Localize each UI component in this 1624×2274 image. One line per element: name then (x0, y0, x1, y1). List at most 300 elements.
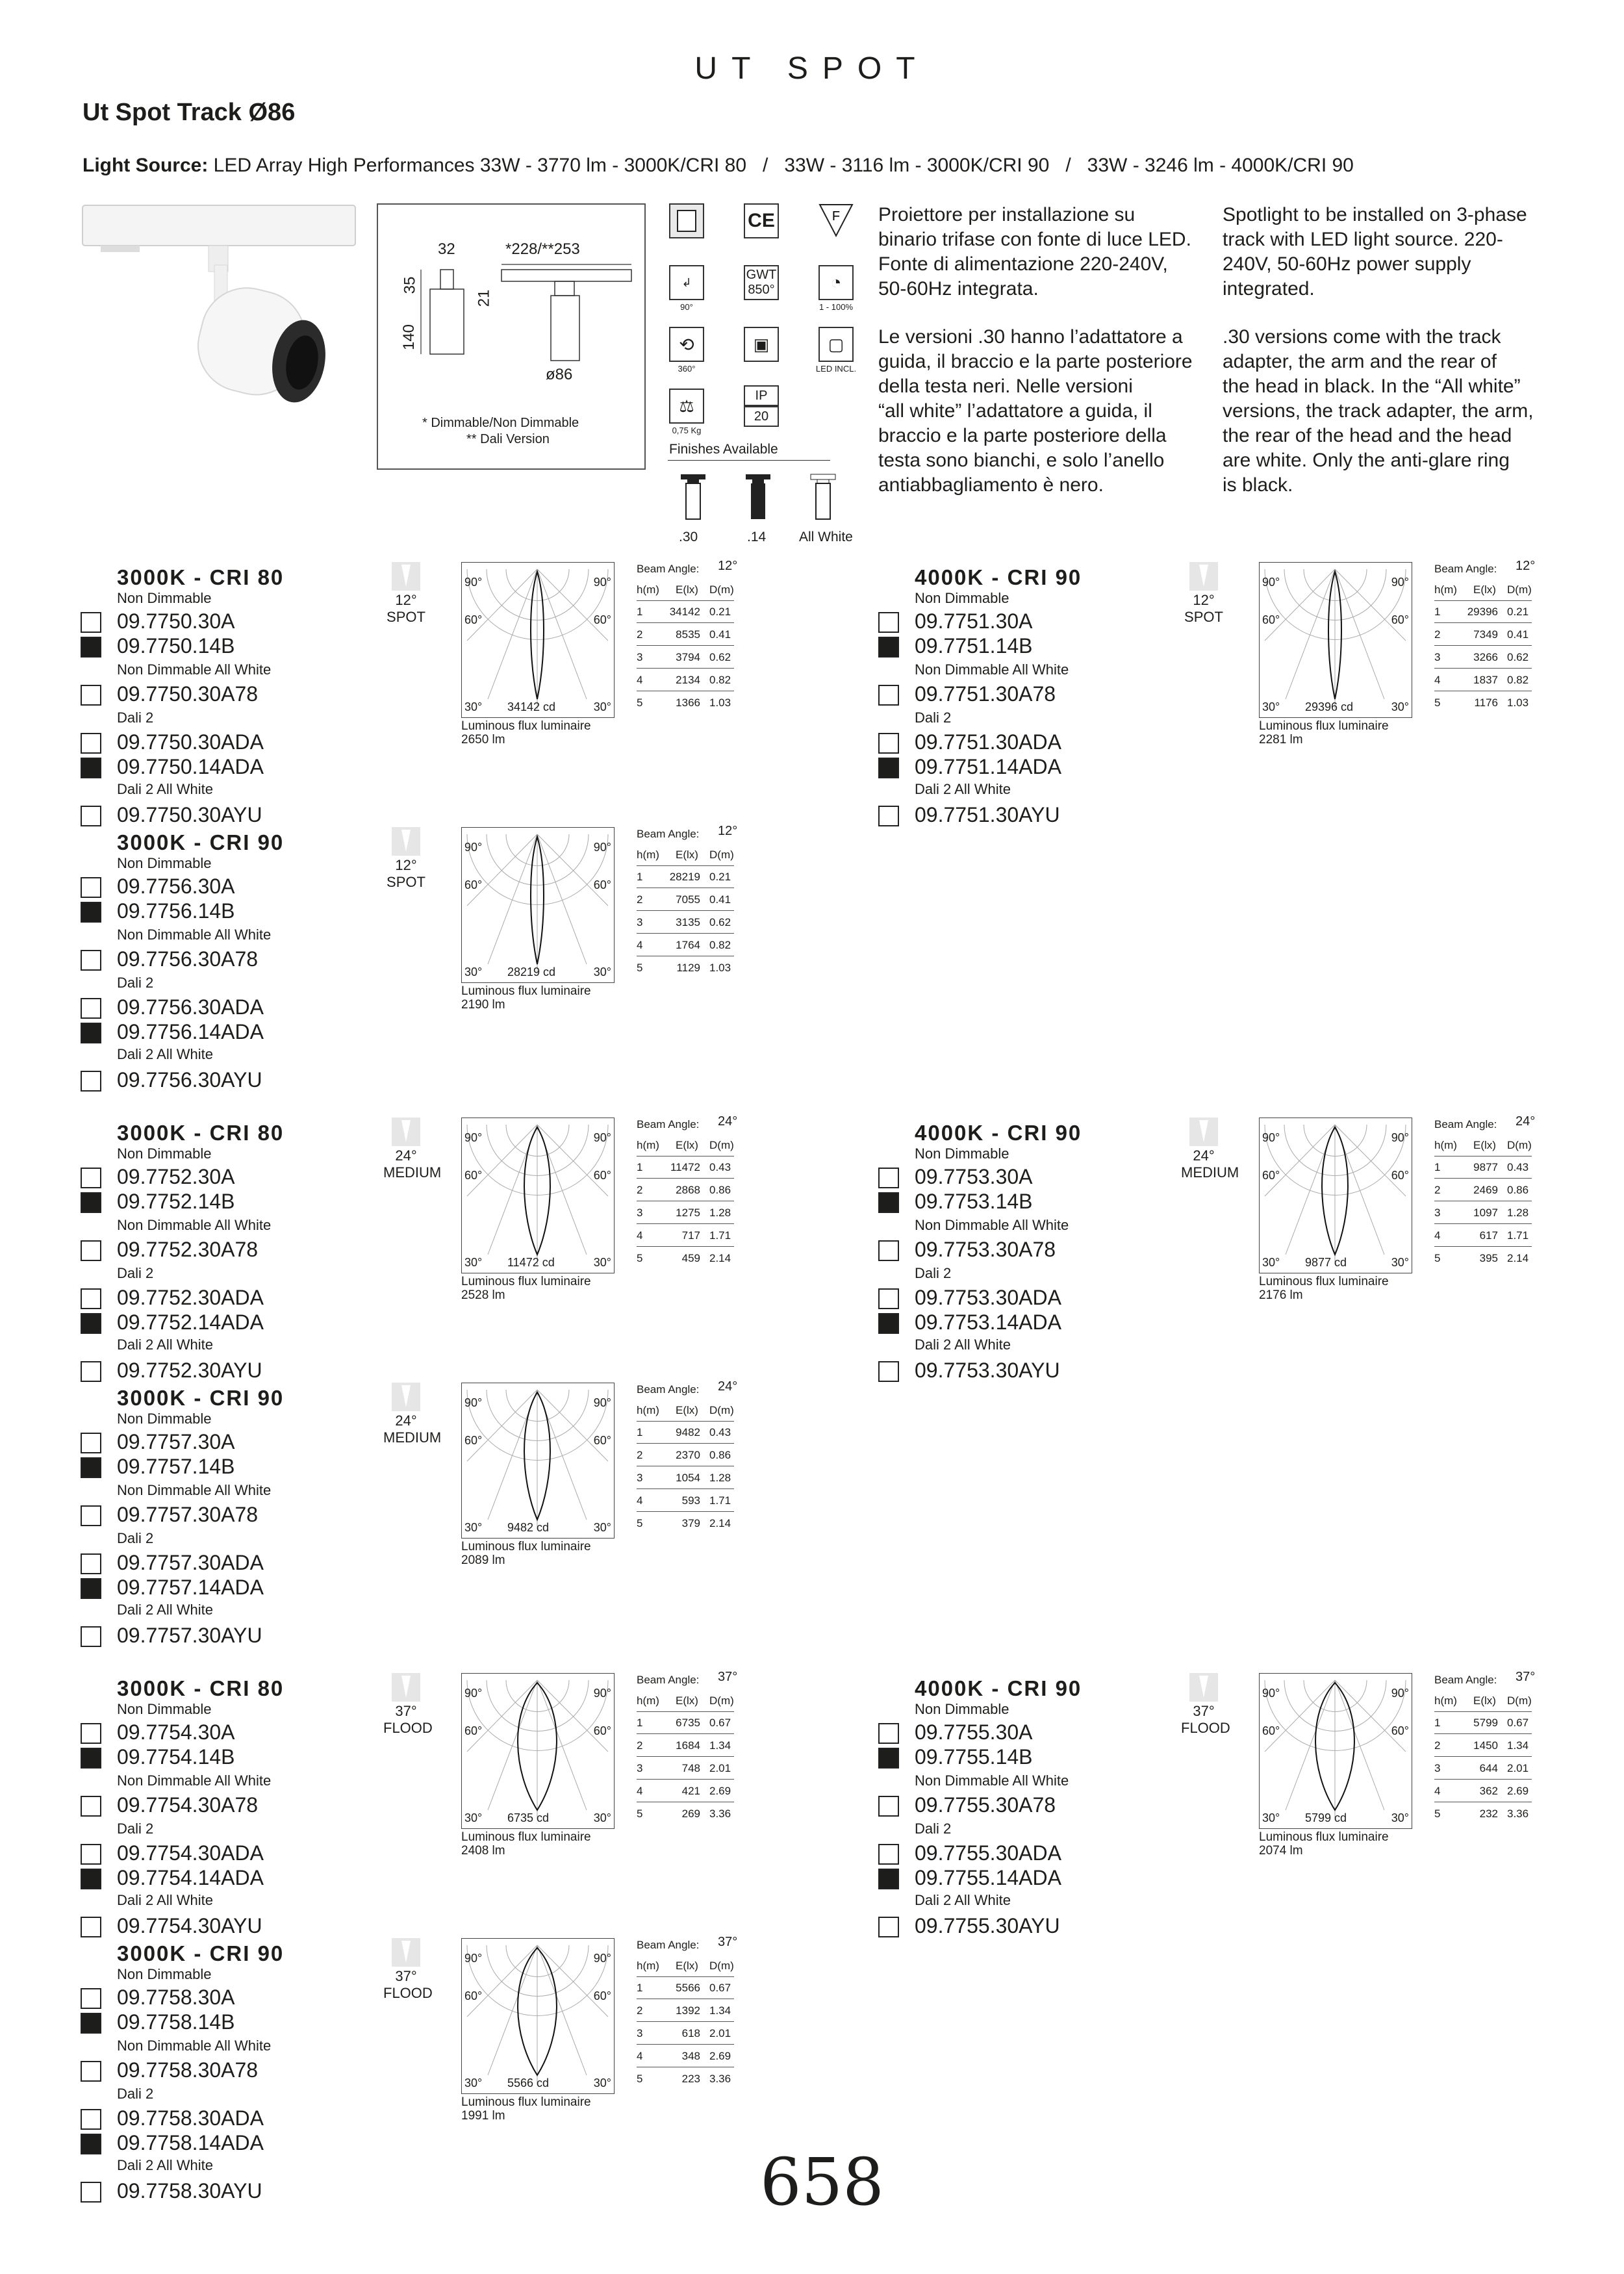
cell-d: 3.36 (709, 1808, 731, 1820)
finish-checkbox[interactable] (878, 1192, 899, 1213)
variant-label: Non Dimmable (915, 590, 1009, 606)
polar-label-30-left: 30° (464, 1521, 483, 1534)
flux-value: 2089 lm (461, 1553, 505, 1567)
beam-type: FLOOD (383, 1720, 433, 1736)
dim-228: *228/**253 (505, 240, 580, 258)
cell-h: 2 (1434, 628, 1441, 641)
variant-label: Dali 2 (117, 1530, 154, 1546)
polar-diagram (461, 1673, 615, 1829)
variant-label: Dali 2 All White (117, 1046, 213, 1062)
beam-angle: 12° (395, 857, 417, 873)
polar-label-60-right: 60° (593, 613, 611, 626)
finish-checkbox[interactable] (81, 637, 101, 658)
cell-h: 1 (1434, 606, 1441, 618)
beam-angle-label: Beam Angle: (637, 1939, 700, 1951)
table-row (1434, 1757, 1532, 1780)
cell-e: 2469 (1473, 1184, 1498, 1196)
cell-e: 5799 (1473, 1717, 1498, 1729)
table-row (1434, 600, 1532, 623)
finish-checkbox[interactable] (81, 1553, 101, 1574)
variant-label: Dali 2 (117, 975, 154, 991)
dim-140: 140 (400, 324, 418, 351)
table-row (1434, 1224, 1532, 1247)
product-code: 09.7750.30A78 (117, 682, 259, 706)
cell-e: 1176 (1474, 696, 1498, 709)
finish-checkbox[interactable] (81, 998, 101, 1019)
col-h: h(m) (637, 1960, 659, 1972)
cell-e: 223 (681, 2073, 700, 2085)
cell-h: 5 (637, 1252, 643, 1264)
cell-d: 1.71 (709, 1494, 731, 1507)
table-row (637, 1247, 734, 1269)
flux-label: Luminous flux luminaire (461, 719, 591, 733)
polar-label-90-right: 90° (593, 1131, 611, 1144)
finish-checkbox[interactable] (81, 1505, 101, 1526)
illuminance-table (637, 1379, 738, 1535)
beam-angle-value: 37° (1516, 1670, 1536, 1684)
polar-label-60-left: 60° (464, 878, 483, 891)
finish-checkbox[interactable] (81, 2109, 101, 2130)
finish-checkbox[interactable] (81, 1071, 101, 1092)
finish-checkbox[interactable] (81, 1313, 101, 1334)
polar-label-30-left: 30° (1262, 700, 1280, 713)
finish-checkbox[interactable] (878, 1796, 899, 1817)
polar-label-30-left: 30° (464, 965, 483, 978)
finish-checkbox[interactable] (81, 1869, 101, 1889)
finish-checkbox[interactable] (81, 612, 101, 633)
col-h: h(m) (637, 849, 659, 861)
col-h: h(m) (637, 1404, 659, 1416)
finish-checkbox[interactable] (81, 1723, 101, 1744)
cell-e: 34142 (669, 606, 700, 618)
product-code: 09.7751.14B (915, 634, 1033, 658)
cell-h: 5 (637, 2073, 643, 2085)
illuminance-table (637, 824, 738, 980)
cell-d: 1.71 (709, 1229, 731, 1242)
table-header-row (1434, 1689, 1532, 1712)
cell-e: 348 (681, 2050, 700, 2062)
finish-checkbox[interactable] (878, 1917, 899, 1937)
section-title: 3000K - CRI 90 (117, 1941, 285, 1965)
product-code: 09.7755.14B (915, 1745, 1033, 1769)
col-e: E(lx) (676, 1139, 698, 1151)
product-code: 09.7756.30A (117, 875, 235, 898)
product-code: 09.7751.30ADA (915, 730, 1061, 754)
variant-label: Non Dimmable All White (915, 1217, 1069, 1233)
beam-badge (383, 1938, 433, 2002)
table-row (637, 1802, 734, 1824)
polar-label-60-left: 60° (464, 1724, 483, 1737)
beam-badge (383, 562, 429, 626)
table-row (637, 691, 734, 713)
finish-checkbox[interactable] (81, 902, 101, 923)
table-row (637, 1179, 734, 1201)
polar-label-90-left: 90° (1262, 1131, 1280, 1144)
cell-h: 3 (637, 1472, 643, 1484)
polar-diagram (1259, 562, 1412, 718)
polar-label-60-right: 60° (593, 1724, 611, 1737)
beam-type: MEDIUM (383, 1429, 442, 1446)
light-source-line (82, 155, 1354, 177)
flux-label: Luminous flux luminaire (1259, 1275, 1389, 1288)
cell-e: 11472 (670, 1161, 700, 1173)
table-header-row (637, 1689, 734, 1712)
cell-d: 0.82 (709, 939, 731, 951)
flux-block (461, 1275, 591, 1302)
product-code: 09.7757.30ADA (117, 1551, 264, 1574)
flux-block (1259, 1830, 1389, 1858)
cell-e: 9877 (1473, 1161, 1498, 1173)
cell-d: 1.34 (709, 1739, 731, 1752)
cell-e: 7055 (676, 893, 700, 906)
polar-diagram (461, 827, 615, 983)
col-h: h(m) (637, 1694, 659, 1707)
table-row (637, 623, 734, 646)
finish-checkbox[interactable] (878, 1313, 899, 1334)
product-code: 09.7757.30A (117, 1430, 235, 1453)
col-e: E(lx) (676, 1404, 698, 1416)
table-row (1434, 669, 1532, 691)
table-row (637, 1489, 734, 1512)
cell-d: 0.21 (709, 606, 731, 618)
flux-value: 2650 lm (461, 733, 505, 747)
finish-checkbox[interactable] (81, 2013, 101, 2034)
product-code: 09.7751.30A (915, 609, 1033, 633)
light-source-text: LED Array High Performances 33W - 3770 lm - 3000K/CRI 80 / 33W - 3116 lm - 3000K/CRI 90 / 33W - 3246 lm - 4000K/CRI 90 (208, 155, 1354, 176)
col-d: D(m) (1507, 1694, 1532, 1707)
cell-e: 29396 (1467, 606, 1498, 618)
table-row (1434, 1201, 1532, 1224)
product-code: 09.7758.30A (117, 1986, 235, 2009)
polar-label-60-left: 60° (464, 1169, 483, 1182)
beam-cone-icon (392, 1673, 420, 1702)
table-row (637, 1976, 734, 1999)
table-row (637, 1734, 734, 1757)
finish-checkbox[interactable] (81, 1023, 101, 1043)
beam-angle: 12° (1193, 592, 1215, 608)
cell-h: 3 (1434, 1207, 1441, 1219)
finish-all-white: All White (799, 530, 853, 544)
finish-checkbox[interactable] (878, 685, 899, 706)
product-title: Ut Spot Track Ø86 (82, 99, 296, 126)
finish-checkbox[interactable] (81, 1433, 101, 1453)
cell-d: 2.01 (709, 2027, 731, 2039)
flux-block (461, 1830, 591, 1858)
polar-diagram (461, 1118, 615, 1273)
cell-h: 4 (1434, 1229, 1441, 1242)
peak-intensity: 11472 cd (507, 1256, 555, 1269)
product-code: 09.7753.14ADA (915, 1310, 1061, 1334)
finish-checkbox[interactable] (878, 1748, 899, 1769)
cell-d: 2.69 (709, 2050, 731, 2062)
finish-checkbox[interactable] (81, 1192, 101, 1213)
gwt-degree: 850° (748, 283, 775, 297)
col-e: E(lx) (1473, 583, 1496, 596)
cell-d: 1.28 (709, 1207, 731, 1219)
cell-d: 0.82 (1507, 674, 1529, 686)
finish-checkbox[interactable] (81, 1917, 101, 1937)
product-code: 09.7756.30ADA (117, 995, 264, 1019)
cell-d: 1.03 (709, 962, 731, 974)
col-e: E(lx) (1473, 1139, 1496, 1151)
dim-21: 21 (475, 289, 493, 307)
cell-e: 459 (681, 1252, 700, 1264)
cell-d: 1.34 (1507, 1739, 1529, 1752)
cell-d: 0.41 (709, 628, 731, 641)
finish-checkbox[interactable] (878, 1240, 899, 1261)
product-code: 09.7750.14ADA (117, 755, 264, 778)
variant-label: Dali 2 All White (117, 781, 213, 797)
variant-label: Non Dimmable (117, 1145, 212, 1162)
product-code: 09.7755.30AYU (915, 1914, 1060, 1937)
cell-h: 2 (1434, 1184, 1441, 1196)
cell-h: 3 (637, 651, 643, 663)
polar-label-60-left: 60° (464, 1434, 483, 1447)
finish-checkbox[interactable] (878, 806, 899, 826)
beam-angle-label: Beam Angle: (1434, 1118, 1497, 1131)
finish-checkbox[interactable] (878, 612, 899, 633)
cell-d: 0.43 (1507, 1161, 1529, 1173)
variant-label: Dali 2 (915, 1265, 952, 1281)
finish-checkbox[interactable] (878, 733, 899, 754)
finish-checkbox[interactable] (81, 1457, 101, 1478)
cell-h: 2 (1434, 1739, 1441, 1752)
finish-checkbox[interactable] (81, 2182, 101, 2203)
product-code: 09.7750.14B (117, 634, 235, 658)
polar-label-60-left: 60° (1262, 613, 1280, 626)
description-it-2: Le versioni .30 hanno l’adattatore a guida, il braccio e la parte posteriore della testa neri. Nelle versioni “all white” l’adattatore a guida, il braccio e la parte posteriore della testa sono bianchi, e solo l’anello antiabbagliamento è nero. (878, 326, 1193, 496)
variant-label: Dali 2 (117, 2086, 154, 2102)
col-d: D(m) (709, 1139, 734, 1151)
gwt-850-icon (744, 265, 779, 300)
cell-d: 2.69 (1507, 1785, 1529, 1797)
col-h: h(m) (637, 583, 659, 596)
page-number: 658 (760, 2144, 884, 2220)
rotate-360-caption: 360° (678, 364, 696, 374)
beam-cone-icon (1189, 1673, 1218, 1702)
cell-e: 618 (681, 2027, 700, 2039)
flux-label: Luminous flux luminaire (461, 1275, 591, 1288)
cell-e: 1764 (676, 939, 700, 951)
variant-label: Non Dimmable All White (117, 926, 272, 943)
finish-checkbox[interactable] (81, 1578, 101, 1599)
col-h: h(m) (1434, 1139, 1457, 1151)
flux-label: Luminous flux luminaire (461, 1540, 591, 1553)
col-d: D(m) (1507, 583, 1532, 596)
cell-e: 1097 (1473, 1207, 1498, 1219)
polar-label-60-left: 60° (464, 1989, 483, 2002)
cell-e: 1392 (676, 2004, 700, 2017)
polar-label-60-right: 60° (593, 1169, 611, 1182)
table-row (1434, 1711, 1532, 1734)
polar-diagram (461, 1383, 615, 1539)
cell-h: 2 (637, 893, 643, 906)
cell-e: 362 (1479, 1785, 1498, 1797)
cell-d: 0.67 (709, 1717, 731, 1729)
variant-label: Non Dimmable All White (117, 1772, 272, 1789)
product-code: 09.7756.30AYU (117, 1068, 262, 1092)
finish-checkbox[interactable] (81, 758, 101, 778)
finish-checkbox[interactable] (81, 1168, 101, 1188)
variant-label: Non Dimmable (117, 1966, 212, 1982)
variant-label: Dali 2 All White (117, 1602, 213, 1618)
cell-d: 0.62 (1507, 651, 1529, 663)
product-code: 09.7752.14ADA (117, 1310, 264, 1334)
product-code: 09.7753.30ADA (915, 1286, 1061, 1309)
polar-label-60-right: 60° (593, 878, 611, 891)
finish-checkbox[interactable] (81, 2134, 101, 2154)
beam-badge (383, 827, 429, 891)
peak-intensity: 5799 cd (1305, 1811, 1347, 1824)
beam-angle: 12° (395, 592, 417, 608)
polar-label-30-right: 30° (593, 1811, 611, 1824)
product-code: 09.7757.14ADA (117, 1576, 264, 1599)
table-row (637, 865, 734, 888)
cell-e: 1684 (676, 1739, 700, 1752)
finish-checkbox[interactable] (81, 1748, 101, 1769)
product-code: 09.7758.30AYU (117, 2179, 262, 2203)
cell-h: 4 (637, 2050, 643, 2062)
cell-e: 3266 (1473, 651, 1498, 663)
polar-label-30-left: 30° (464, 2076, 483, 2089)
cell-e: 617 (1479, 1229, 1498, 1242)
illuminance-table (1434, 1670, 1536, 1826)
finish-checkbox[interactable] (878, 1288, 899, 1309)
flux-value: 2408 lm (461, 1844, 505, 1858)
illuminance-table (637, 1670, 738, 1826)
beam-cone-icon (392, 562, 420, 591)
polar-label-60-right: 60° (1391, 1169, 1409, 1182)
polar-label-90-left: 90° (464, 1131, 483, 1144)
beam-angle-value: 24° (718, 1114, 738, 1129)
peak-intensity: 34142 cd (507, 700, 556, 713)
beam-angle-value: 37° (718, 1670, 738, 1684)
finish-checkbox[interactable] (81, 1796, 101, 1817)
polar-label-90-left: 90° (464, 841, 483, 854)
finish-checkbox[interactable] (81, 950, 101, 971)
cell-h: 1 (637, 1426, 643, 1438)
description-en-1: Spotlight to be installed on 3-phase track with LED light source. 220- 240V, 50-60Hz power supply integrated. (1223, 204, 1527, 300)
cell-h: 3 (637, 2027, 643, 2039)
col-h: h(m) (637, 1139, 659, 1151)
polar-label-90-right: 90° (593, 1396, 611, 1409)
beam-type: SPOT (387, 874, 425, 890)
product-code: 09.7754.30ADA (117, 1841, 264, 1865)
dim-note-1: * Dimmable/Non Dimmable (422, 416, 579, 430)
col-d: D(m) (709, 1694, 734, 1707)
finishes-label: Finishes Available (669, 442, 778, 457)
finish-checkbox[interactable] (81, 877, 101, 898)
cell-d: 1.03 (709, 696, 731, 709)
beam-cone-icon (392, 1938, 420, 1967)
finish-checkbox[interactable] (81, 1626, 101, 1647)
finish-checkbox[interactable] (81, 685, 101, 706)
finish-checkbox[interactable] (878, 1361, 899, 1382)
flux-block (1259, 719, 1389, 747)
product-code: 09.7754.14ADA (117, 1866, 264, 1889)
finish-checkbox[interactable] (81, 1288, 101, 1309)
product-code: 09.7751.14ADA (915, 755, 1061, 778)
flux-block (461, 719, 591, 747)
cell-d: 0.21 (1507, 606, 1529, 618)
dim-86: ø86 (546, 366, 573, 383)
table-row (637, 888, 734, 911)
finish-checkbox[interactable] (878, 758, 899, 778)
beam-badge (1181, 1118, 1239, 1181)
peak-intensity: 5566 cd (507, 2076, 550, 2089)
finish-checkbox[interactable] (81, 1844, 101, 1865)
product-code: 09.7750.30A (117, 609, 235, 633)
beam-angle: 24° (395, 1147, 417, 1164)
finish-checkbox[interactable] (81, 1988, 101, 2009)
product-code: 09.7758.30A78 (117, 2058, 259, 2082)
cell-d: 0.43 (709, 1426, 731, 1438)
cell-h: 5 (1434, 1252, 1441, 1264)
polar-label-30-right: 30° (593, 2076, 611, 2089)
table-header-row (637, 1954, 734, 1977)
table-row (637, 1466, 734, 1489)
cell-d: 0.67 (1507, 1717, 1529, 1729)
beam-angle-label: Beam Angle: (637, 828, 700, 840)
finish-checkbox[interactable] (878, 1869, 899, 1889)
cell-h: 4 (637, 1494, 643, 1507)
cell-e: 1837 (1473, 674, 1498, 686)
beam-angle-label: Beam Angle: (1434, 1674, 1497, 1686)
table-row (637, 1201, 734, 1224)
variant-label: Non Dimmable (117, 1411, 212, 1427)
gwt-label: GWT (746, 268, 777, 282)
peak-intensity: 9482 cd (507, 1521, 550, 1534)
beam-cone-icon (1189, 562, 1218, 591)
col-e: E(lx) (676, 1960, 698, 1972)
finish-checkbox[interactable] (878, 1844, 899, 1865)
cell-e: 3135 (676, 916, 700, 928)
finish-checkbox[interactable] (878, 1723, 899, 1744)
finish-checkbox[interactable] (878, 1168, 899, 1188)
flux-block (1259, 1275, 1389, 1302)
finish-checkbox[interactable] (81, 2061, 101, 2082)
product-code: 09.7751.30AYU (915, 803, 1060, 826)
product-code: 09.7755.30ADA (915, 1841, 1061, 1865)
finish-checkbox[interactable] (81, 1240, 101, 1261)
variant-label: Dali 2 All White (117, 1336, 213, 1353)
finish-checkbox[interactable] (81, 733, 101, 754)
product-code: 09.7752.30A78 (117, 1238, 259, 1261)
table-row (637, 1156, 734, 1179)
brand-title: UT SPOT (694, 51, 930, 86)
polar-label-60-left: 60° (464, 613, 483, 626)
polar-label-30-right: 30° (1391, 1811, 1409, 1824)
polar-label-60-right: 60° (1391, 613, 1409, 626)
cell-h: 4 (1434, 674, 1441, 686)
product-code: 09.7753.30A78 (915, 1238, 1056, 1261)
flux-block (461, 984, 591, 1012)
finish-checkbox[interactable] (878, 637, 899, 658)
finish-checkbox[interactable] (81, 806, 101, 826)
cell-h: 1 (1434, 1161, 1441, 1173)
table-row (637, 600, 734, 623)
variant-label: Non Dimmable (117, 1701, 212, 1717)
cell-h: 2 (637, 1184, 643, 1196)
finish-checkbox[interactable] (81, 1361, 101, 1382)
flux-label: Luminous flux luminaire (461, 2095, 591, 2109)
cell-e: 2370 (676, 1449, 700, 1461)
product-code: 09.7752.30A (117, 1165, 235, 1188)
cell-d: 1.03 (1507, 696, 1529, 709)
tilt-90-icon: ↲ (669, 265, 704, 300)
finishes-divider (668, 460, 830, 461)
cell-h: 5 (637, 696, 643, 709)
